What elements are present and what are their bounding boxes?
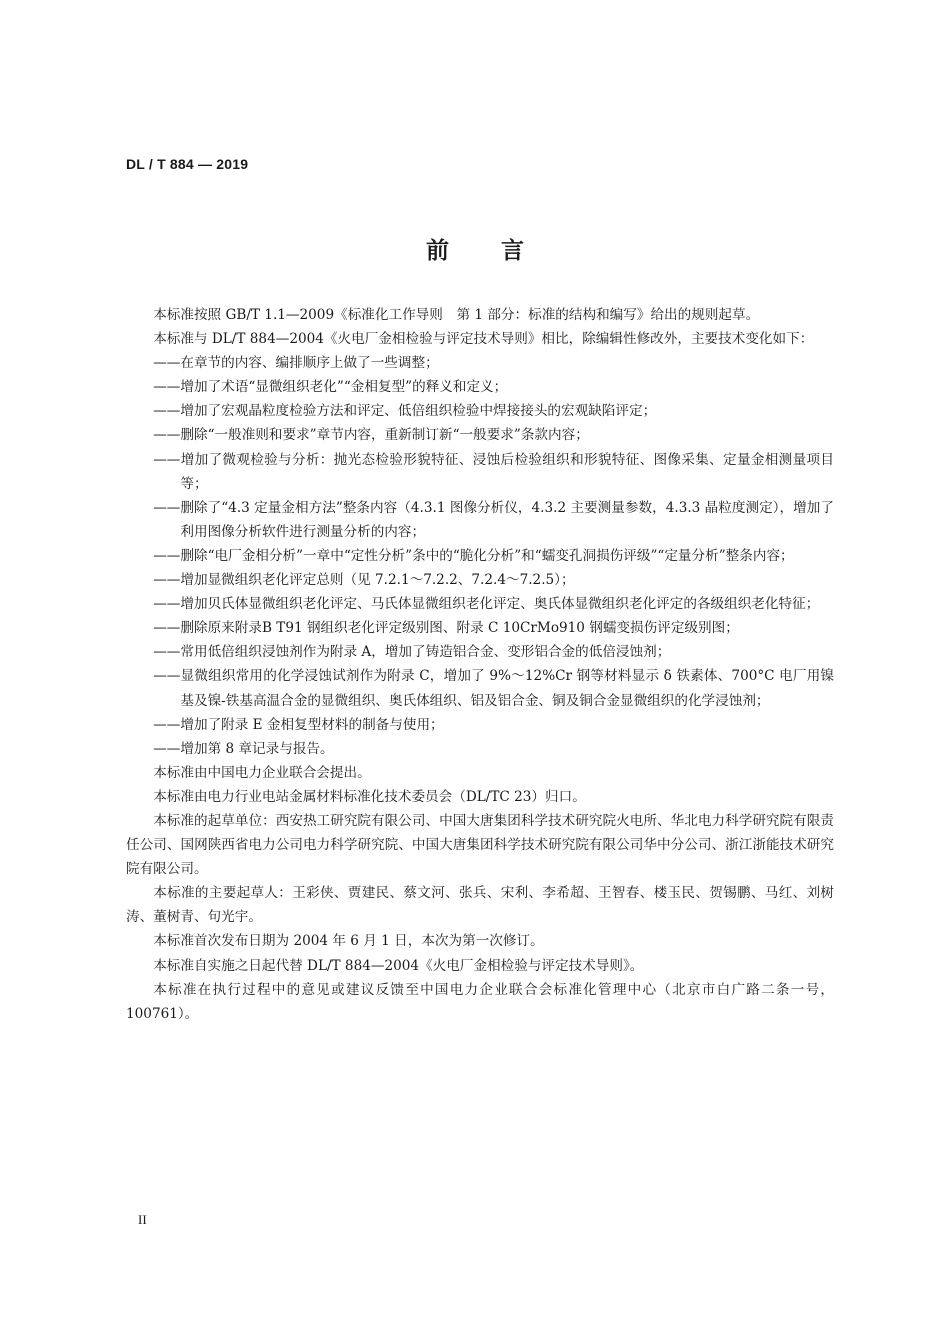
page-number: II (138, 1212, 147, 1227)
change-list-item: ——增加贝氏体显微组织老化评定、马氏体显微组织老化评定、奥氏体显微组织老化评定的各级组织老化特征； (153, 596, 820, 613)
change-list-item: ——常用低倍组织浸蚀剂作为附录 A，增加了铸造铝合金、变形铝合金的低倍浸蚀剂； (153, 644, 671, 661)
change-list-item: ——增加显微组织老化评定总则（见 7.2.1～7.2.2、7.2.4～7.2.5）； (153, 572, 575, 589)
change-list-item: ——增加了术语“显微组织老化”“金相复型”的释义和定义； (153, 379, 508, 396)
paragraph: 本标准按照 GB/T 1.1—2009《标准化工作导则 第 1 部分：标准的结构和编写》给出的规则起草。 (153, 307, 760, 323)
change-list-item: ——在章节的内容、编排顺序上做了一些调整； (153, 355, 439, 372)
paragraph: 本标准与 DL/T 884—2004《火电厂金相检验与评定技术导则》相比，除编辑性修改外，主要技术变化如下： (153, 331, 814, 348)
change-list-item: ——增加第 8 章记录与报告。 (153, 740, 334, 757)
change-list-item: ——增加了宏观晶粒度检验方法和评定、低倍组织检验中焊接接头的宏观缺陷评定； (153, 403, 657, 420)
paragraph: 本标准的主要起草人：王彩侠、贾建民、蔡文河、张兵、宋利、李希超、王智春、楼玉民、贺锡鹏、马红、刘树涛、董树青、句光宇。 (126, 885, 834, 926)
change-list-item: ——增加了微观检验与分析：抛光态检验形貌特征、浸蚀后检验组织和形貌特征、图像采集、定量金相测量项目等； (153, 451, 834, 492)
change-list-item: ——删除“电厂金相分析”一章中“定性分析”条中的“脆化分析”和“蠕变孔洞损伤评级”“定量分析”整条内容； (153, 547, 794, 564)
paragraph: 本标准在执行过程中的意见或建议反馈至中国电力企业联合会标准化管理中心（北京市白广路二条一号，100761）。 (126, 981, 834, 1022)
preface-body (126, 303, 834, 1026)
change-list-item: ——删除“一般准则和要求”章节内容，重新制订新“一般要求”条款内容； (153, 427, 589, 444)
change-list-item: ——删除原来附录B T91 钢组织老化评定级别图、附录 C 10CrMo910 钢蠕变损伤评定级别图； (153, 620, 739, 637)
page-title: 前言 (426, 238, 576, 264)
paragraph: 本标准的起草单位：西安热工研究院有限公司、中国大唐集团科学技术研究院火电所、华北电力科学研究院有限责任公司、国网陕西省电力公司电力科学研究院、中国大唐集团科学技术研究院有限公司华中分公司、浙江浙能技术研究院有限公司。 (126, 812, 834, 878)
change-list-item: ——增加了附录 E 金相复型材料的制备与使用； (153, 716, 444, 733)
change-list-item: ——删除了“4.3 定量金相方法”整条内容（4.3.1 图像分析仪，4.3.2 主要测量参数，4.3.3 晶粒度测定），增加了利用图像分析软件进行测量分析的内容； (153, 499, 834, 540)
document-code: DL / T 884 — 2019 (126, 156, 249, 172)
change-list-item: ——显微组织常用的化学浸蚀试剂作为附录 C，增加了 9%～12%Cr 钢等材料显示 δ 铁素体、700°C 电厂用镍基及镍-铁基高温合金的显微组织、奥氏体组织、铝及铝合金、铜及铜合金显微组织的化学浸蚀剂； (153, 668, 834, 709)
paragraph: 本标准由中国电力企业联合会提出。 (153, 764, 371, 781)
paragraph: 本标准自实施之日起代替 DL/T 884—2004《火电厂金相检验与评定技术导则》。 (153, 957, 644, 974)
paragraph: 本标准由电力行业电站金属材料标准化技术委员会（DL/TC 23）归口。 (153, 788, 586, 805)
paragraph: 本标准首次发布日期为 2004 年 6 月 1 日，本次为第一次修订。 (153, 933, 544, 950)
